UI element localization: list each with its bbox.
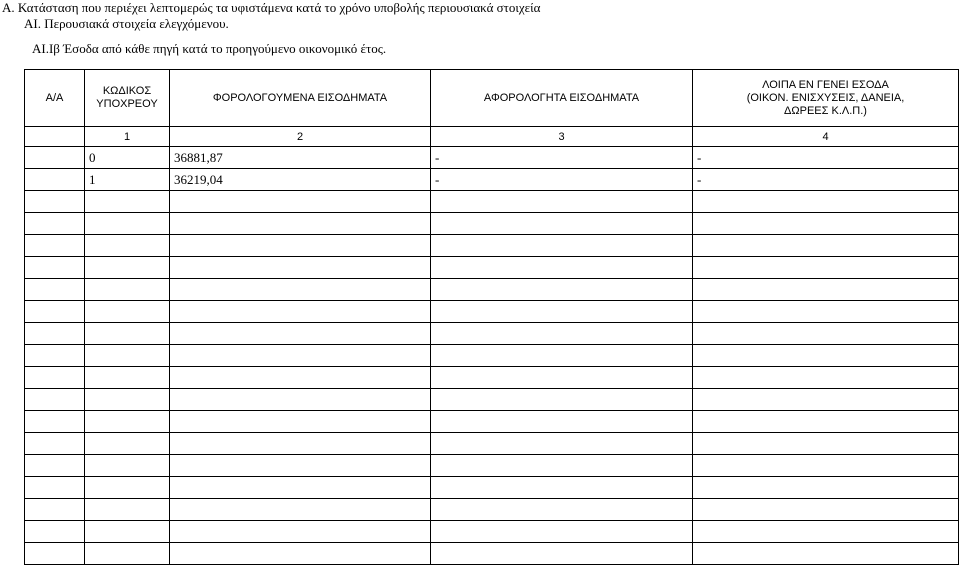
empty-cell	[25, 213, 85, 235]
column-number-row	[25, 127, 959, 147]
empty-cell	[170, 543, 431, 565]
empty-table-row	[25, 213, 959, 235]
empty-cell	[85, 499, 170, 521]
empty-cell	[85, 235, 170, 257]
empty-cell	[85, 279, 170, 301]
empty-cell	[25, 345, 85, 367]
empty-cell	[25, 455, 85, 477]
income-table	[24, 69, 959, 565]
empty-cell	[170, 279, 431, 301]
empty-table-row	[25, 455, 959, 477]
empty-cell	[431, 279, 693, 301]
heading-section-ai: ΑΙ. Περουσιακά στοιχεία ελεγχόμενου.	[24, 16, 229, 31]
cell-other: -	[693, 169, 959, 191]
empty-cell	[25, 499, 85, 521]
table-row	[25, 147, 959, 169]
empty-cell	[431, 301, 693, 323]
cell-untaxed: -	[431, 169, 693, 191]
col-header-untaxed: ΑΦΟΡΟΛΟΓΗΤΑ ΕΙΣΟΔΗΜΑΤΑ	[431, 70, 693, 127]
empty-cell	[431, 411, 693, 433]
heading-section-a: Α. Κατάσταση που περιέχει λεπτομερώς τα υφιστάμενα κατά το χρόνο υποβολής περιουσιακά στοιχεία	[2, 0, 541, 15]
empty-cell	[25, 411, 85, 433]
empty-cell	[170, 477, 431, 499]
empty-cell	[693, 477, 959, 499]
empty-cell	[693, 257, 959, 279]
table-row	[25, 169, 959, 191]
column-number-blank	[25, 127, 85, 147]
col-header-taxed: ΦΟΡΟΛΟΓΟΥΜΕΝΑ ΕΙΣΟΔΗΜΑΤΑ	[170, 70, 431, 127]
empty-cell	[693, 191, 959, 213]
empty-cell	[693, 499, 959, 521]
col-header-other-line2: (ΟΙΚΟΝ. ΕΝΙΣΧΥΣΕΙΣ, ΔΑΝΕΙΑ,	[746, 91, 905, 104]
empty-cell	[170, 411, 431, 433]
empty-cell	[85, 345, 170, 367]
cell-taxed: 36881,87	[170, 147, 431, 169]
empty-table-row	[25, 521, 959, 543]
column-number: 3	[431, 127, 693, 147]
empty-cell	[693, 521, 959, 543]
empty-cell	[170, 521, 431, 543]
empty-cell	[693, 367, 959, 389]
empty-cell	[85, 191, 170, 213]
empty-cell	[431, 477, 693, 499]
empty-table-row	[25, 477, 959, 499]
empty-cell	[693, 345, 959, 367]
empty-cell	[85, 367, 170, 389]
empty-cell	[431, 455, 693, 477]
empty-cell	[170, 213, 431, 235]
col-header-aa: Α/Α	[25, 70, 85, 127]
empty-cell	[431, 543, 693, 565]
empty-table-row	[25, 543, 959, 565]
cell-aa	[25, 147, 85, 169]
empty-cell	[431, 433, 693, 455]
empty-cell	[170, 389, 431, 411]
empty-cell	[85, 521, 170, 543]
col-header-other	[693, 70, 959, 127]
empty-cell	[431, 521, 693, 543]
empty-cell	[431, 389, 693, 411]
empty-cell	[693, 455, 959, 477]
empty-rows	[25, 191, 959, 565]
empty-table-row	[25, 257, 959, 279]
empty-cell	[431, 367, 693, 389]
empty-cell	[693, 323, 959, 345]
empty-cell	[85, 543, 170, 565]
empty-cell	[85, 389, 170, 411]
column-number: 4	[693, 127, 959, 147]
empty-cell	[431, 191, 693, 213]
empty-table-row	[25, 433, 959, 455]
cell-untaxed: -	[431, 147, 693, 169]
empty-cell	[693, 433, 959, 455]
cell-aa	[25, 169, 85, 191]
empty-table-row	[25, 367, 959, 389]
col-header-other-line1: ΛΟΙΠΑ ΕΝ ΓΕΝΕΙ ΕΣΟΔΑ	[762, 78, 889, 91]
empty-cell	[693, 543, 959, 565]
empty-cell	[85, 433, 170, 455]
cell-code: 1	[85, 169, 170, 191]
empty-cell	[85, 455, 170, 477]
empty-cell	[85, 301, 170, 323]
empty-cell	[693, 213, 959, 235]
empty-cell	[25, 235, 85, 257]
empty-cell	[693, 279, 959, 301]
column-number: 2	[170, 127, 431, 147]
empty-cell	[25, 477, 85, 499]
empty-cell	[85, 323, 170, 345]
empty-cell	[170, 257, 431, 279]
empty-cell	[25, 433, 85, 455]
empty-cell	[25, 543, 85, 565]
cell-other: -	[693, 147, 959, 169]
empty-cell	[25, 323, 85, 345]
empty-cell	[25, 301, 85, 323]
empty-cell	[25, 257, 85, 279]
empty-cell	[693, 235, 959, 257]
empty-cell	[170, 499, 431, 521]
empty-cell	[170, 301, 431, 323]
empty-cell	[431, 235, 693, 257]
empty-cell	[170, 235, 431, 257]
empty-cell	[431, 257, 693, 279]
empty-cell	[25, 521, 85, 543]
empty-cell	[85, 257, 170, 279]
empty-cell	[85, 411, 170, 433]
empty-cell	[85, 213, 170, 235]
empty-cell	[170, 345, 431, 367]
cell-code: 0	[85, 147, 170, 169]
empty-table-row	[25, 301, 959, 323]
empty-cell	[693, 301, 959, 323]
empty-cell	[693, 389, 959, 411]
empty-cell	[693, 411, 959, 433]
cell-taxed: 36219,04	[170, 169, 431, 191]
empty-cell	[25, 367, 85, 389]
empty-cell	[25, 279, 85, 301]
empty-table-row	[25, 191, 959, 213]
empty-cell	[431, 213, 693, 235]
empty-cell	[431, 323, 693, 345]
empty-table-row	[25, 389, 959, 411]
column-number: 1	[85, 127, 170, 147]
empty-cell	[85, 477, 170, 499]
empty-cell	[25, 389, 85, 411]
empty-table-row	[25, 411, 959, 433]
empty-table-row	[25, 499, 959, 521]
col-header-code: ΚΩΔΙΚΟΣ ΥΠΟΧΡΕΟΥ	[85, 70, 170, 127]
empty-table-row	[25, 323, 959, 345]
empty-table-row	[25, 345, 959, 367]
col-header-other-line3: ΔΩΡΕΕΣ Κ.Λ.Π.)	[784, 104, 867, 117]
empty-cell	[431, 499, 693, 521]
empty-table-row	[25, 235, 959, 257]
empty-cell	[170, 191, 431, 213]
table-header-row	[25, 70, 959, 127]
empty-cell	[431, 345, 693, 367]
empty-table-row	[25, 279, 959, 301]
empty-cell	[170, 367, 431, 389]
empty-cell	[25, 191, 85, 213]
empty-cell	[170, 323, 431, 345]
empty-cell	[170, 433, 431, 455]
heading-section-aib: ΑΙ.Ιβ Έσοδα από κάθε πηγή κατά το προηγούμενο οικονομικό έτος.	[32, 41, 387, 56]
empty-cell	[170, 455, 431, 477]
